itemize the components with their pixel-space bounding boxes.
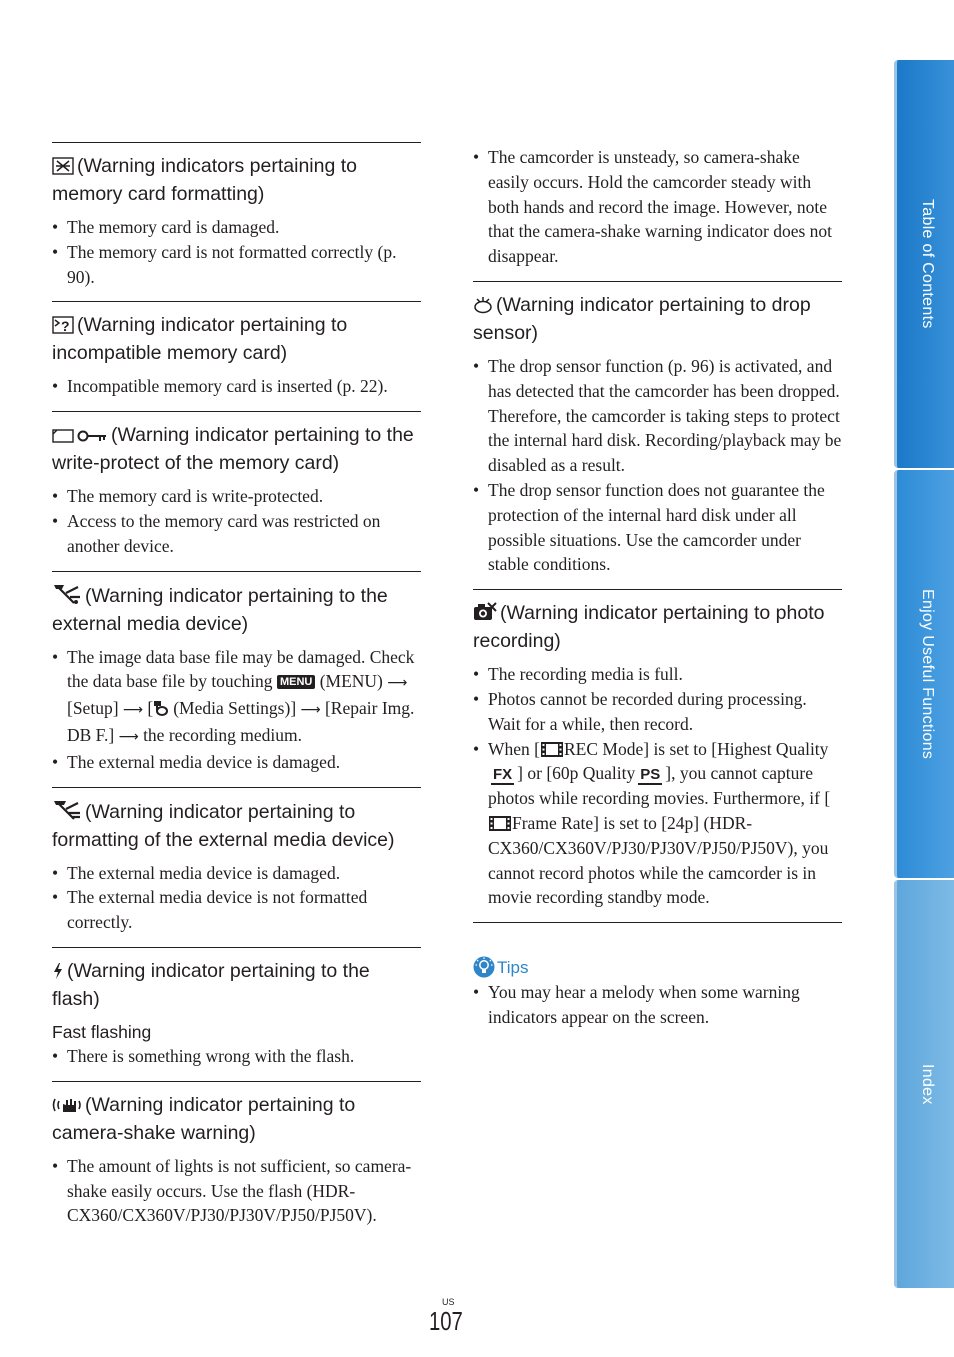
drop-sensor-icon [473,296,493,321]
section-heading: (Warning indicator pertaining to formatting of the external media device) [52,800,395,851]
photo-recording-warning-icon [473,602,497,629]
section-flash [52,947,421,1081]
tips-block [473,956,842,1030]
tips-heading: Tips [473,956,842,980]
list-item: • The recording media is full. [473,662,842,687]
incompatible-card-icon [52,316,74,341]
section-heading: (Warning indicator pertaining to the flash) [52,959,370,1010]
section-heading: (Warning indicators pertaining to memory card formatting) [52,155,357,205]
section-heading: (Warning indicator pertaining to the write-protect of the memory card) [52,424,414,475]
list-item: • The memory card is write-protected. [52,484,421,509]
section-heading: ? (Warning indicator pertaining to incompatible memory card) [52,314,348,365]
list-item: • The memory card is damaged. [52,215,421,240]
arrow-right-icon: ⟶ [122,702,143,719]
film-icon [540,739,564,759]
external-media-warning-icon [52,583,82,612]
list-item: • The external media device is damaged. [52,861,421,886]
section-heading: (Warning indicator pertaining to the external media device) [52,584,388,635]
section-photo-recording [473,589,842,922]
section-camera-shake-continued [473,142,842,281]
list-item: • The drop sensor function (p. 96) is activated, and has detected that the camcorder has been dropped. Therefore, the camcorder is taking steps to protect the internal hard disk. Recording/playback may be disabled as a result. [473,354,842,478]
section-heading: (Warning indicator pertaining to camera-shake warning) [52,1093,356,1144]
section-divider [473,922,842,923]
section-write-protect [52,411,421,570]
arrow-right-icon: ⟶ [300,702,321,719]
list-item: • The external media device is damaged. [52,750,421,775]
list-item: • The drop sensor function does not guarantee the protection of the internal hard disk under all possible situations. Use the camcorder under stable conditions. [473,478,842,577]
external-media-format-warning-icon [52,799,82,828]
tab-table-of-contents[interactable]: Table of Contents [894,60,954,468]
svg-text:?: ? [61,318,70,335]
camera-shake-icon [52,1096,82,1121]
section-external-media-format [52,787,421,947]
menu-icon: MENU [277,675,315,689]
list-item: • The memory card is not formatted correctly (p. 90). [52,240,421,290]
region-code: US [442,1297,455,1307]
media-settings-icon [153,698,173,718]
section-external-media [52,571,421,787]
arrow-right-icon: ⟶ [387,675,408,692]
right-column [473,142,842,1030]
section-camera-shake [52,1081,421,1240]
flash-icon [52,962,64,987]
lightbulb-icon [473,958,497,977]
list-item: • Photos cannot be recorded during processing. Wait for a while, then record. [473,687,842,737]
tab-enjoy-useful-functions[interactable]: Enjoy Useful Functions [894,470,954,878]
section-incompatible-card [52,301,421,411]
list-item: • Incompatible memory card is inserted (p. 22). [52,374,421,399]
section-drop-sensor [473,281,842,589]
page-number: 107 [429,1306,463,1336]
section-heading: (Warning indicator pertaining to photo recording) [473,602,825,653]
section-memory-card-formatting [52,142,421,301]
fx-mode-icon: FX [493,766,513,784]
subheading: Fast flashing [52,1021,152,1042]
write-protect-key-icon [52,426,108,451]
list-item: • The amount of lights is not sufficient, so camera-shake easily occurs. Use the flash (HDR-CX360/CX360V/PJ30/PJ30V/PJ50/PJ50V). [52,1154,421,1228]
section-heading: (Warning indicator pertaining to drop sensor) [473,293,811,344]
list-item: • When [ REC Mode] is set to [Highest QualityFX ] or [60p Quality PS ], you cannot capture photos while recording movies. Furthermore, if [Frame Rate] is set to [24p] (HDR-CX360/CX360V/PJ30/PJ30V/PJ50/PJ50V), you cannot record photos while the camcorder is in movie recording standby mode. [473,737,842,911]
memory-card-format-warning-icon [52,157,74,182]
left-column [52,142,421,1240]
film-icon [488,813,512,833]
list-item: • There is something wrong with the flash. [52,1044,421,1069]
arrow-right-icon: ⟶ [118,728,139,745]
tab-index[interactable]: Index [894,880,954,1288]
list-item: • The external media device is not formatted correctly. [52,885,421,935]
list-item: • The image data base file may be damaged. Check the data base file by touching MENU (MENU) ⟶ [Setup] ⟶ [ (Media Settings)] ⟶ [Repair Img. DB F.] ⟶ the recording medium. [52,645,421,750]
list-item: • The camcorder is unsteady, so camera-shake easily occurs. Hold the camcorder steady with both hands and record the image. However, note that the camera-shake warning indicator does not disappear. [473,145,842,269]
list-item: • You may hear a melody when some warning indicators appear on the screen. [473,980,842,1030]
ps-mode-icon: PS [640,766,661,784]
list-item: • Access to the memory card was restricted on another device. [52,509,421,559]
